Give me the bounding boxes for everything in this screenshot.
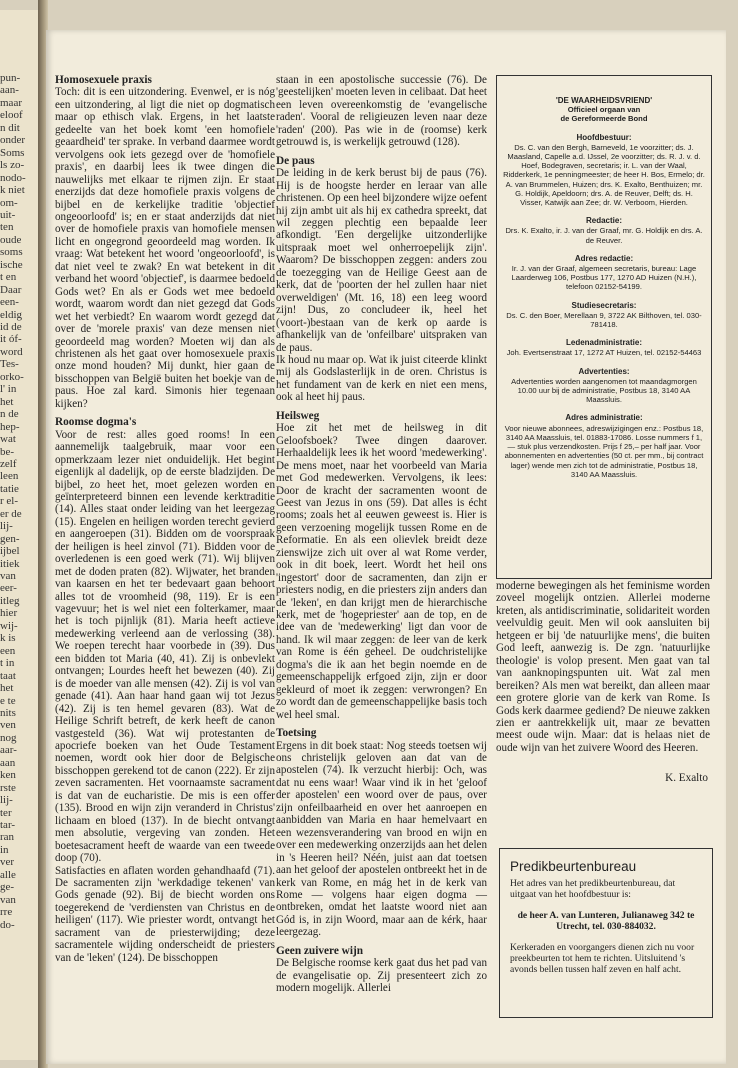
facing-page-fragment: gen-: [0, 532, 20, 545]
masthead-box: [496, 75, 712, 579]
facing-page-fragment: soms: [0, 246, 23, 259]
author-signature: K. Exalto: [665, 772, 708, 784]
section-heading: Heilsweg: [276, 409, 320, 422]
facing-page-fragment: in: [0, 843, 9, 856]
masthead-body: Ir. J. van der Graaf, algemeen secretaris, bureau: Lage Laarderweg 106, Postbus 177, 1270 AD Huizen (N.H.), telefoon 02152-54199.: [511, 264, 697, 292]
facing-page-fragment: t in: [0, 657, 15, 670]
facing-page-fragment: n de: [0, 408, 19, 421]
facing-page-fragment: oude: [0, 233, 22, 246]
facing-page-fragment: eldig: [0, 308, 22, 321]
facing-page-fragment: it óf-: [0, 333, 22, 346]
masthead-heading: Advertenties:: [578, 366, 630, 376]
facing-page-fragment: eer-: [0, 582, 17, 595]
facing-page-fragment: itiek: [0, 557, 20, 570]
facing-page-fragment: maar: [0, 96, 22, 109]
facing-page-fragment: het: [0, 682, 14, 695]
facing-page-fragment: hep-: [0, 420, 20, 433]
facing-page-fragment: zelf: [0, 457, 17, 470]
facing-page-fragment: lij-: [0, 794, 13, 807]
facing-page-fragment: itleg: [0, 594, 20, 607]
facing-page-fragment: e te: [0, 694, 16, 707]
box-text: Het adres van het predikbeurtenbureau, dat uitgaat van het hoofdbestuur is:: [510, 878, 676, 901]
paragraph: Voor de rest: alles goed rooms! In een aannemelijk taalgebruik, maar voor een opmerkzaam lezer niet onduidelijk. Het begint eigenlijk al dadelijk, op de eerste bladzijden. De bijbel, zo heet het, moet gelezen worden en geïnterpreteerd binnen een levende kerktraditie (14). Alles staat onder leiding van het leergezag (15). Engelen en heiligen worden terecht gevierd en aangeroepen (31). Bidden om de voorspraak der heiligen is heel zinvol (71). Bidden voor de overledenen is een goed werk (71). Wij blijven met de doden praten (82). Wijwater, het branden van kaarsen en het ter bedevaart gaan behoort alles tot de vroomheid (98, 119). Er is een vagevuur; het is wel niet een folterkamer, maar het is toch pijnlijk (81). Maria heeft actieve medewerking verleend aan de verlossing (38). We roepen terecht haar voorbede in (39). Dus een bidden tot Maria (40, 41). Zij is onbevlekt ontvangen; Lourdes heeft het bewezen (40). Zij is de moeder van alle mensen (42). Zij is vol van genade (41). Aan haar hand gaan wij tot Jezus (42). Zij is ten hemel gevaren (83). Wat de Heilige Schrift betreft, de kerk heeft de canon vastgesteld (36). Wat wij protestanten de apocriefe boeken van het Oude Testament noemen, wordt ook hier door de Belgische bisschoppen gerekend tot de canon (222). Er zijn zeven sacramenten. Het voornaamste sacrament is dat van de eucharistie. De mis is een offer (135). Brood en wijn zijn veranderd in Christus' lichaam en bloed (137). In de biecht ontvangt men absolutie, vergeving van zonden. Het boetesacrament heeft de waarde van een tweede doop (70).: [55, 428, 275, 865]
paragraph: Toch: dit is een uitzondering. Evenwel, er is nóg een uitzondering, al ligt die niet op dogmatisch maar op ethisch vlak. Ergens, in het laatste gedeelte van het boek komt 'een homofiele geaardheid' ter sprake. In verband daarmee wordt vervolgens ook iets gezegd over de 'homofiele praxis', en daarbij lees ik twee dingen die nauwelijks met elkaar te rijmen zijn. Er staat enerzijds dat deze homofiele praxis volgens de bijbel en de kerkelijke traditie 'objectief ongeoorloofd' is; en er staat anderzijds dat niet over de homofiele praxis van homofiele mensen licht en ongegrond geoordeeld mag worden. Ik vraag: Wat betekent het woord 'ongeoorloofd', is dat niet veel te zwak? En wat betekent in dit verband het woord 'objectief', is daarmee bedoeld Gods wet? En als er Gods wet mee bedoeld wordt, waarom wordt dan niet gezegd dat Gods wet het verbiedt? En waarom wordt gezegd dat over de 'morele praxis' van deze mensen niet geoordeeld mag worden? Moeten wij dan als christenen als het gaat over homosexuele praxis onze mond houden? Mij dunkt, hier gaan de bisschoppen van België buiten het boekje van de paus. Hoe zal kard. Simonis hier tegenaan kijken?: [55, 86, 275, 410]
facing-page-fragment: n dit: [0, 121, 20, 134]
masthead-title: 'DE WAARHEIDSVRIEND': [555, 96, 653, 105]
facing-page-fragment: nog: [0, 731, 17, 744]
facing-page-fragment: t en: [0, 271, 17, 284]
facing-page-fragment: een-: [0, 296, 19, 309]
facing-page-fragment: k niet: [0, 184, 25, 197]
masthead-heading: Adres redactie:: [574, 253, 634, 263]
facing-page-edge: [0, 10, 39, 1060]
facing-page-fragment: ten: [0, 221, 14, 234]
masthead-heading: Studiesecretaris:: [571, 300, 637, 310]
masthead-subtitle: Officieel orgaan van: [567, 105, 641, 115]
facing-page-fragment: onder: [0, 134, 26, 147]
masthead-subtitle: de Gereformeerde Bond: [560, 114, 648, 124]
facing-page-fragment: uit-: [0, 208, 16, 221]
box-note: Kerkeraden en voorgangers dienen zich nu voor preekbeurten tot hem te richten. Uitsluitend 's avonds bellen tussen half zeven en half acht.: [510, 941, 695, 976]
predikbeurten-box: [499, 848, 713, 1018]
paragraph: De leiding in de kerk berust bij de paus (76). Hij is de hoogste herder en leraar van alle christenen. Op een heel bijzondere wijze oefent hij zijn ambt uit als hij ex cathedra spreekt, dat wil zeggen plechtig een bepaalde leer afkondigt. 'Een dergelijke uitzonderlijke uitspraak moet wel onherroepelijk zijn'. Waarom? De bisschoppen zeggen: anders zou de toezegging van de Heilige Geest aan de kerk, dat de 'poorten der hel zullen haar niet overweldigen' (Mt. 16, 18) een leeg woord zijn! Dus, zo concludeer ik, heel het (voort-)bestaan van de kerk op aarde is afhankelijk van de 'onfeilbare' uitspraken van de paus.: [276, 167, 487, 354]
facing-page-fragment: leen: [0, 470, 19, 483]
section-heading: Toetsing: [276, 727, 317, 740]
facing-page-fragment: ter: [0, 806, 12, 819]
masthead-body: Voor nieuwe abonnees, adreswijzigingen enz.: Postbus 18, 3140 AA Maassluis, tel. 01883-17086. Losse nummers f 1,— stuk plus verzendkosten. Prijs f 25,– per half jaar. Voor abonnementen en advertenties (50 ct. per mm., bij contract lager) wende men zich tot de administratie, Postbus 18, 3140 AA Maassluis.: [504, 423, 704, 479]
facing-page-fragment: pun-: [0, 72, 21, 84]
facing-page-fragment: ls zo-: [0, 159, 25, 172]
facing-page-fragment: ven: [0, 719, 16, 732]
facing-page-fragment: wat: [0, 433, 16, 446]
facing-page-fragment: do-: [0, 918, 15, 931]
masthead-body: Advertenties worden aangenomen tot maandagmorgen 10.00 uur bij de administratie, Postbus 18, 3140 AA Maassluis.: [511, 376, 697, 405]
masthead-body: Drs. K. Exalto, ir. J. van der Graaf, mr. G. Holdijk en drs. A. de Reuver.: [505, 226, 703, 245]
facing-page-fragment: tatie: [0, 482, 19, 495]
facing-page-fragment: r el-: [0, 495, 19, 508]
paragraph: moderne bewegingen als het feminisme worden zoveel mogelijk ontzien. Allerlei moderne kreten, als antidiscriminatie, solidariteit worden veelvuldig geuit. Men wil ook aansluiten bij hetgeen er bij 'de natuurlijke mens', die buiten God leeft, aanwezig is. De zgn. 'natuurlijke theologie' is volop present. Men gaat van tal van aanknopingspunten uit. Wat zal men bereiken? Als men wat bereikt, dan alleen maar een grotere glorie van de kerk van Rome. Is Gods kerk daarmee gediend? De nieuwe zakken zien er aantrekkelijk uit, maar ze bevatten meest oude wijn. Maar: dat is helaas niet de oude wijn van het zuivere Woord des Heeren.: [496, 580, 710, 754]
article-column-1: [55, 74, 275, 964]
facing-page-fragment: ken: [0, 769, 16, 782]
facing-page-fragment: van: [0, 570, 16, 582]
masthead-heading: Redactie:: [585, 216, 622, 226]
facing-page-fragment: Soms: [0, 146, 25, 159]
paragraph: De Belgische roomse kerk gaat dus het pad van de evangelisatie op. Zij presenteert zich zo modern mogelijk. Allerlei: [276, 957, 487, 995]
masthead-heading: Hoofdbestuur:: [576, 132, 632, 142]
facing-page-fragment: ge-: [0, 881, 15, 894]
facing-page-fragment: nodo-: [0, 171, 26, 184]
box-address: de heer A. van Lunteren, Julianaweg 342 te Utrecht, tel. 030-884032.: [517, 909, 695, 933]
facing-page-fragment: aan-: [0, 84, 19, 97]
facing-page-fragment: hier: [0, 607, 18, 620]
masthead-body: Ds. C. van den Bergh, Barneveld, 1e voorzitter; ds. J. Maasland, Capelle a.d. IJssel, 2e voorzitter; ds. R. J. v. d. Hoef, Bodegraven, secretaris; ir. L. van der Waal, Ridderkerk, 1e penningmeester; de heer H. Bos, Ermelo; dr. A. van Brummelen, Huizen; drs. K. Exalto, Benthuizen; mr. G. Holdijk, Apeldoorn; drs. A. de Reuver, Delft; ds. H. Visser, Katwijk aan Zee; dr. W. Verboom, Hierden.: [503, 142, 705, 208]
paragraph: Hoe zit het met de heilsweg in dit Geloofsboek? Twee dingen daarover. Herhaaldelijk lees ik het woord 'medewerking'. De mens moet, naar het voorbeeld van Maria met God medewerken. Vervolgens, ik lees: Door de kracht der sacramenten woont de Geest van Jezus in ons (59). Dat alles is écht rooms; zoals het al eeuwen geweest is. Hier is geen verzoening mogelijk tussen Rome en de Reformatie. En als een olievlek breidt deze zienswijze zich uit over al wat Rome verder, ook in dit boek, leert. Wordt het heil ons 'ingestort' door de sacramenten, dan zijn er priesters nodig, en die priesters zijn anders dan de 'leken', en dan krijgt men de hierarchische kerk, met de 'hogepriester' aan de top, en de idee van de 'medewerking' ligt dan voor de hand. Ik wil maar zeggen: de leer van de kerk van Rome is één geheel. De oudchristelijke dogma's die ik aan het begin noemde en de gemeenschappelijk erfgoed zijn, zijn er door gekleurd of moet ik zeggen: verwrongen? En zo wordt dan de gemeenschappelijke basis toch wel heel smal.: [276, 422, 487, 721]
paragraph: Ik houd nu maar op. Wat ik juist citeerde klinkt mij als Godslasterlijk in de oren. Christus is het fundament van de kerk en niet een mens, ook al heet hij paus.: [276, 353, 487, 404]
facing-page-fragment: ver: [0, 856, 15, 869]
facing-page-fragment: nits: [0, 706, 16, 719]
facing-page-fragment: lij-: [0, 520, 13, 533]
section-heading: Geen zuivere wijn: [276, 944, 364, 957]
facing-page-fragment: taat: [0, 669, 16, 682]
facing-page-fragment: word: [0, 345, 23, 358]
facing-page-fragment: l' in: [0, 383, 17, 396]
facing-page-fragment: aan: [0, 756, 16, 769]
facing-page-fragment: het: [0, 395, 14, 408]
facing-page-fragment: wij-: [0, 619, 18, 632]
facing-page-fragment: ijbel: [0, 545, 20, 558]
masthead-body: Ds. C. den Boer, Merellaan 9, 3722 AK Bilthoven, tel. 030-781418.: [506, 310, 702, 330]
paragraph: staan in een apostolische successie (76). De 'geestelijken' moeten leven in celibaat. Dat heet een leven overeenkomstig de 'evangelische raden'. Vooral de religieuzen leven naar deze 'raden' (200). Pas wie in de (roomse) kerk getrouwd is, is werkelijk getrouwd (128).: [276, 74, 487, 149]
facing-page-fragment: om-: [0, 196, 18, 209]
paragraph: Ergens in dit boek staat: Nog steeds toetsen wij ons christelijk geloven aan dat van de apostelen (74). Ik verzucht hierbij: Och, was dat nu eens waar! Waar vind ik in het 'geloof der apostelen' een woord over de paus, over zijn onfeilbaarheid en over het aanroepen en aanbidden van Maria en haar hemelvaart en een wezensverandering van brood en wijn en over een medewerking onzerzijds aan het delen in 's Heeren heil? Néén, juist aan dat toetsen aan het geloof der apostelen ontbreekt het in de kerk van Rome, en mág het in de kerk van Rome — volgens haar eigen dogma — ontbreken, omdat het laatste woord niet aan Gód is, in zijn Woord, maar aan de kérk, haar leergezag.: [276, 739, 487, 939]
masthead-heading: Adres administratie:: [565, 413, 643, 423]
facing-page-fragment: Tes-: [0, 358, 19, 371]
facing-page-fragment: aar-: [0, 744, 17, 757]
section-heading: Homosexuele praxis: [55, 74, 152, 86]
facing-page-fragment: eloof: [0, 109, 23, 122]
section-heading: Roomse dogma's: [55, 416, 137, 429]
paragraph: Satisfacties en aflaten worden gehandhaafd (71). De sacramenten zijn 'werkdadige tekenen' van Gods genade (92). Bij de biecht worden ons toegerekend de 'verdiensten van Christus en de heiligen' (117). Wie priester wordt, ontvangt het sacrament van de priesterwijding; deze sacramentele wijding onderscheidt de priesters van de 'leken' (124). De bisschoppen: [55, 864, 275, 964]
facing-page-fragment: ische: [0, 258, 23, 271]
masthead-heading: Ledenadministratie:: [565, 338, 642, 348]
facing-page-fragment: Daar: [0, 283, 22, 296]
facing-page-fragment: orko-: [0, 370, 24, 383]
facing-page-fragment: een: [0, 644, 16, 657]
facing-page-fragment: tar-: [0, 819, 16, 831]
article-column-3: [496, 580, 710, 754]
facing-page-fragment: k is: [0, 632, 16, 645]
facing-page-fragment: ran: [0, 831, 15, 844]
box-title: Predikbeurtenbureau: [510, 859, 637, 874]
section-heading: De paus: [276, 154, 315, 167]
facing-page-fragment: be-: [0, 445, 15, 458]
facing-page-fragment: alle: [0, 868, 16, 881]
facing-page-fragment: rre: [0, 906, 13, 919]
article-column-2: [276, 74, 487, 995]
facing-page-fragment: van: [0, 893, 16, 906]
facing-page-fragment: id de: [0, 321, 22, 333]
facing-page-fragment: rste: [0, 781, 16, 794]
masthead-body: Joh. Evertsenstraat 17, 1272 AT Huizen, tel. 02152-54463: [506, 348, 702, 358]
facing-page-fragment: er de: [0, 507, 22, 520]
